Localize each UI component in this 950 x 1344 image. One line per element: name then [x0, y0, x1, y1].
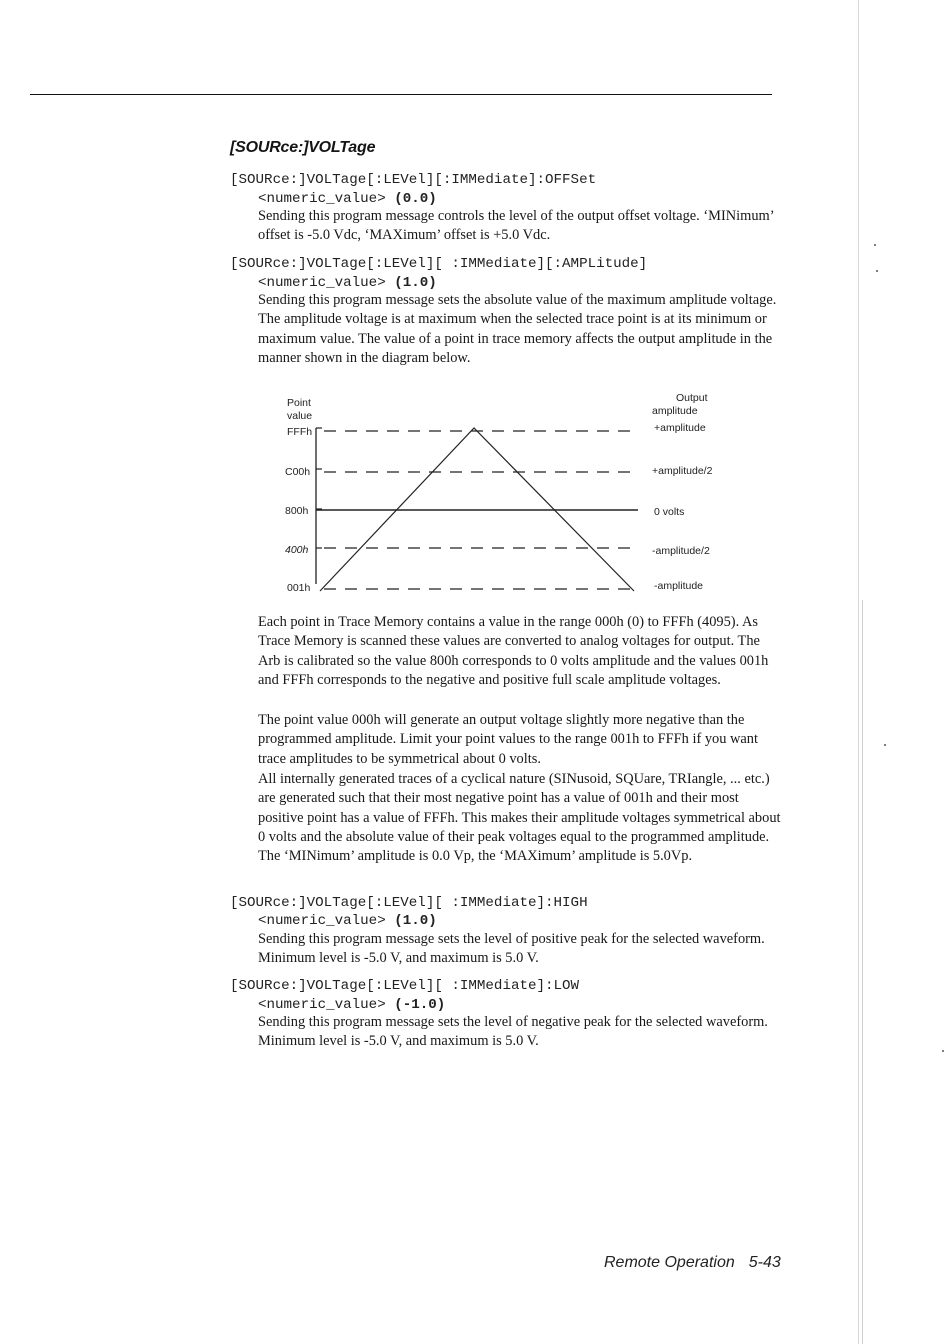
section-title: [SOURce:]VOLTage [230, 139, 376, 156]
left-header-line1: Point [287, 397, 311, 409]
argument-default: (1.0) [394, 913, 437, 929]
level-point-label: C00h [285, 466, 311, 478]
argument-default: (0.0) [394, 191, 437, 207]
level-output-label: -amplitude [654, 580, 704, 592]
command-syntax: [SOURce:]VOLTage[:LEVel][ :IMMediate]:LOW [230, 978, 580, 994]
command-syntax: [SOURce:]VOLTage[:LEVel][ :IMMediate][:AMPLitude] [230, 256, 648, 272]
level-output-label: 0 volts [654, 506, 685, 518]
scan-speck [876, 270, 878, 272]
command-description: Sending this program message sets the absolute value of the maximum amplitude voltage. The amplitude voltage is at maximum when the selected trace point is at its minimum or maximum value. The value of a point in trace memory affects the output amplitude in the manner shown in the diagram below. [258, 292, 777, 366]
footer-section: Remote Operation [604, 1254, 735, 1271]
amplitude-diagram [280, 388, 740, 608]
right-header-line2: amplitude [652, 405, 698, 417]
scan-speck [874, 244, 876, 246]
page-edge-line [862, 600, 863, 1344]
command-description: Sending this program message controls the level of the output offset voltage. ‘MINimum’ offset is -5.0 Vdc, ‘MAXimum’ offset is +5.0 Vdc. [258, 208, 774, 244]
argument-default: (-1.0) [394, 997, 446, 1013]
level-point-label: 400h [285, 544, 309, 556]
scan-speck [884, 744, 886, 746]
body-paragraph: All internally generated traces of a cyclical nature (SINusoid, SQUare, TRIangle, ... etc.) are generated such that their most negative point has a value of 001h and their most positive point has a value of FFFh. This makes their amplitude voltages symmetrical about 0 volts and the absolute value of their peak voltages equal to the programmed amplitude. The ‘MINimum’ amplitude is 0.0 Vp, the ‘MAXimum’ amplitude is 5.0Vp. [258, 771, 781, 865]
command-argument [258, 275, 437, 291]
command-argument [258, 913, 437, 929]
body-paragraph: Each point in Trace Memory contains a value in the range 000h (0) to FFFh (4095). As Trace Memory is scanned these values are converted to analog voltages for output. The Arb is calibrated so the value 800h corresponds to 0 volts amplitude and the values 001h and FFFh corresponds to the negative and positive full scale amplitude voltages. [258, 614, 769, 688]
command-syntax: [SOURce:]VOLTage[:LEVel][:IMMediate]:OFFSet [230, 172, 597, 188]
argument-name: <numeric_value> [258, 191, 386, 207]
page-edge-line [858, 0, 859, 1344]
argument-default: (1.0) [394, 275, 437, 291]
argument-name: <numeric_value> [258, 997, 386, 1013]
page-number: 5-43 [748, 1254, 781, 1271]
axis-ticks [316, 428, 322, 548]
right-header-line1: Output [676, 392, 708, 404]
top-rule [30, 94, 772, 95]
level-output-label: -amplitude/2 [652, 545, 710, 557]
argument-name: <numeric_value> [258, 275, 386, 291]
level-output-label: +amplitude [654, 422, 706, 434]
command-syntax: [SOURce:]VOLTage[:LEVel][ :IMMediate]:HIGH [230, 895, 588, 911]
command-description: Sending this program message sets the level of positive peak for the selected waveform. Minimum level is -5.0 V, and maximum is 5.0 V. [258, 931, 765, 967]
scan-speck [942, 1050, 944, 1052]
page-footer [604, 1254, 781, 1272]
level-point-label: FFFh [287, 426, 313, 438]
level-point-label: 001h [287, 582, 311, 594]
body-paragraph: The point value 000h will generate an output voltage slightly more negative than the programmed amplitude. Limit your point values to the range 001h to FFFh if you want trace amplitudes to be symmetrical about 0 volts. [258, 712, 759, 767]
level-point-label: 800h [285, 505, 309, 517]
command-description: Sending this program message sets the level of negative peak for the selected waveform. Minimum level is -5.0 V, and maximum is 5.0 V. [258, 1014, 768, 1050]
level-output-label: +amplitude/2 [652, 465, 713, 477]
command-argument [258, 997, 445, 1013]
left-header-line2: value [287, 410, 313, 422]
command-argument [258, 191, 437, 207]
argument-name: <numeric_value> [258, 913, 386, 929]
